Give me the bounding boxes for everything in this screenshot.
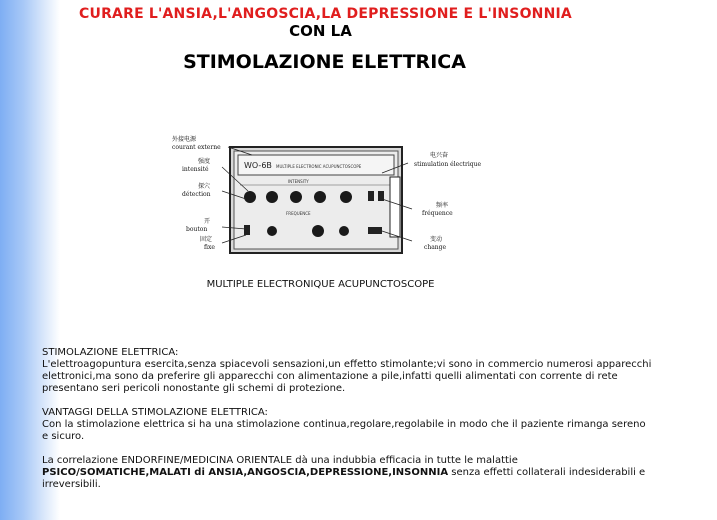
device-side-bar [390, 177, 400, 237]
device-intensity-label: INTENSITY [288, 179, 309, 184]
section-paragraph-start: La correlazione ENDORFINE/MEDICINA ORIENTALE dà una indubbia efficacia in tutte le malattie [42, 455, 518, 466]
section-heading: VANTAGGI DELLA STIMOLAZIONE ELETTRICA: [42, 407, 268, 418]
label-detection-fr: détection [182, 191, 211, 198]
label-intensity-cn: 强度 [198, 158, 211, 165]
page-title-red: CURARE L'ANSIA,L'ANGOSCIA,LA DEPRESSIONE E L'INSONNIA [79, 6, 572, 22]
label-intensity-fr: intensité [182, 166, 209, 173]
label-frequency-cn: 频率 [436, 202, 449, 209]
switch-icon [244, 225, 250, 235]
label-button-cn: 开 [204, 218, 211, 225]
label-button-fr: bouton [186, 226, 208, 233]
switch-icon [368, 191, 374, 201]
section-heading: STIMOLAZIONE ELETTRICA: [42, 347, 179, 358]
knob-icon [266, 191, 278, 203]
label-external-power-fr: courant externe [172, 144, 221, 151]
knob-icon [312, 225, 324, 237]
label-fixed-cn: 固定 [200, 236, 213, 243]
knob-icon [314, 191, 326, 203]
label-detection-cn: 探穴 [198, 183, 211, 190]
knob-icon [267, 226, 277, 236]
label-external-power-cn: 外接电源 [172, 136, 197, 143]
section-stimolazione [42, 347, 652, 395]
knob-icon [290, 191, 302, 203]
figure-caption: MULTIPLE ELECTRONIQUE ACUPUNCTOSCOPE [206, 279, 435, 290]
device-subtitle: MULTIPLE ELECTRONIC ACUPUNCTOSCOPE [276, 164, 362, 169]
device-frequency-label: FREQUENCE [286, 211, 311, 216]
section-vantaggi [42, 407, 652, 443]
section-paragraph-bold: PSICO/SOMATICHE,MALATI di ANSIA,ANGOSCIA,DEPRESSIONE,INSONNIA [42, 467, 449, 478]
knob-icon [339, 226, 349, 236]
label-change-fr: change [424, 244, 447, 251]
knob-icon [340, 191, 352, 203]
page-title-main: STIMOLAZIONE ELETTRICA [183, 51, 466, 73]
page-title-with: CON LA [289, 22, 352, 40]
knob-icon [244, 191, 256, 203]
label-frequency-fr: fréquence [422, 210, 453, 217]
jack-icon [368, 227, 382, 234]
label-change-cn: 变动 [430, 236, 443, 243]
label-stimulation-cn: 电兴奋 [430, 152, 449, 159]
section-correlazione [42, 455, 652, 491]
label-stimulation-fr: stimulation électrique [414, 161, 482, 168]
section-paragraph: L'elettroagopuntura esercita,senza spiacevoli sensazioni,un effetto stimolante;vi sono in commercio numerosi apparecchi elettronici,ma sono da preferire gli apparecchi con alimentazione a pile,infatti quelli alimentati con corrente di rete presentano seri pericoli nonostante gli schemi di protezione. [42, 359, 652, 394]
section-paragraph-end: senza effetti collaterali indesiderabili e irreversibili. [42, 467, 646, 490]
device-drawing [168, 133, 486, 263]
device-model: WO-6B [244, 161, 272, 170]
article-body [42, 347, 652, 503]
acupunctoscope-illustration [168, 133, 486, 263]
label-fixed-fr: fixe [204, 244, 215, 251]
section-paragraph: Con la stimolazione elettrica si ha una stimolazione continua,regolare,regolabile in modo che il paziente rimanga sereno e sicuro. [42, 419, 646, 442]
